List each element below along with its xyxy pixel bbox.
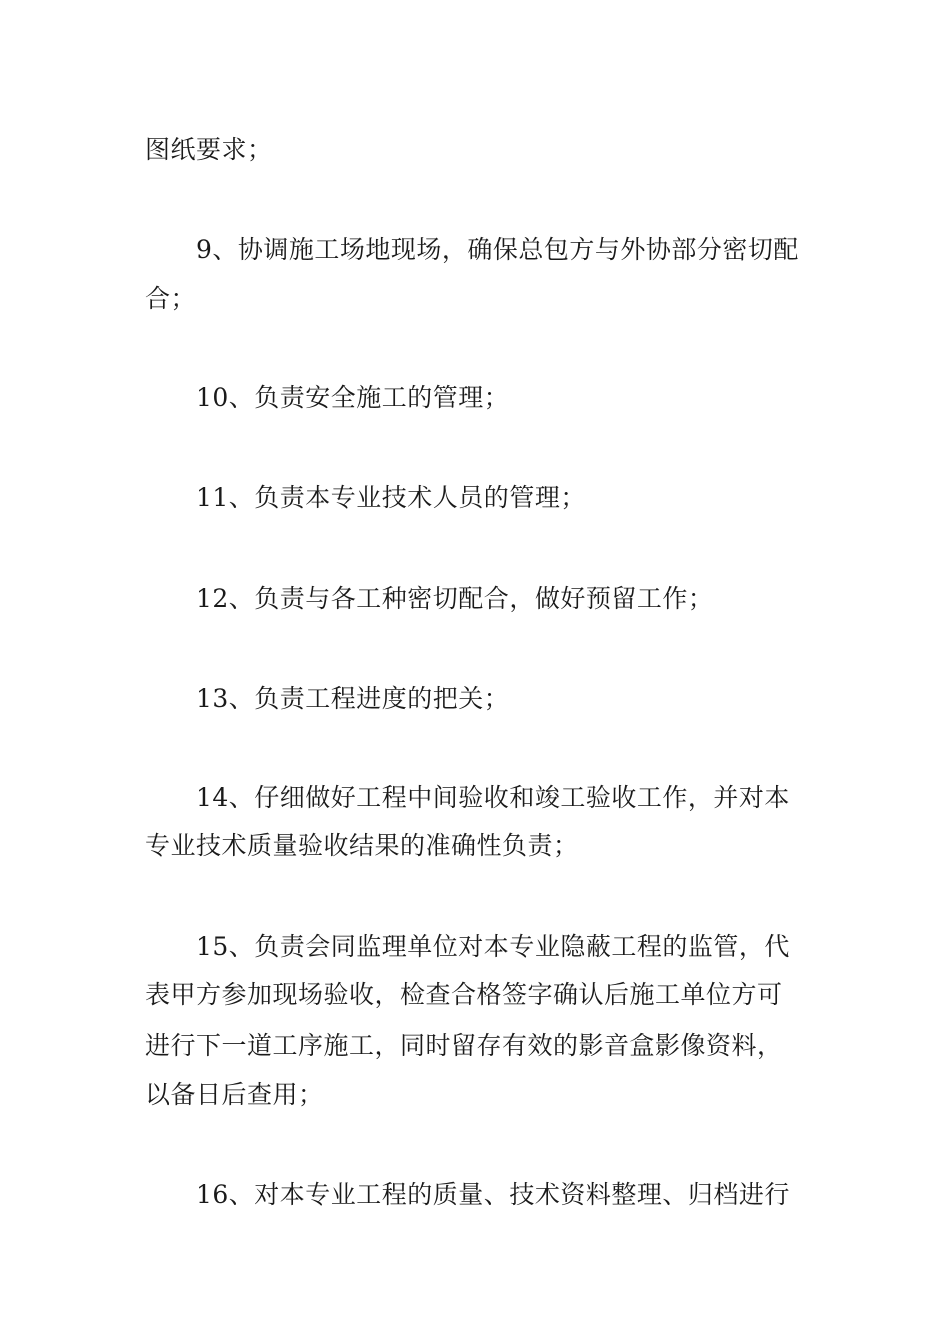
- paragraph-line: 16、对本专业工程的质量、技术资料整理、归档进行: [196, 1180, 790, 1209]
- paragraph-line: 以备日后查用；: [145, 1080, 324, 1109]
- paragraph-line: 9、协调施工场地现场，确保总包方与外协部分密切配: [196, 235, 799, 264]
- paragraph-line: 13、负责工程进度的把关；: [196, 684, 510, 713]
- paragraph-line: 10、负责安全施工的管理；: [196, 383, 510, 412]
- paragraph-line: 14、仔细做好工程中间验收和竣工验收工作，并对本: [196, 783, 790, 812]
- paragraph-line: 图纸要求；: [145, 135, 273, 164]
- paragraph-line: 进行下一道工序施工，同时留存有效的影音盒影像资料，: [145, 1031, 783, 1060]
- paragraph-line: 15、负责会同监理单位对本专业隐蔽工程的监管，代: [196, 932, 790, 961]
- paragraph-line: 合；: [145, 284, 197, 313]
- paragraph-line: 专业技术质量验收结果的准确性负责；: [145, 831, 579, 860]
- paragraph-line: 12、负责与各工种密切配合，做好预留工作；: [196, 584, 714, 613]
- paragraph-line: 11、负责本专业技术人员的管理；: [196, 483, 586, 512]
- paragraph-line: 表甲方参加现场验收，检查合格签字确认后施工单位方可: [145, 980, 783, 1009]
